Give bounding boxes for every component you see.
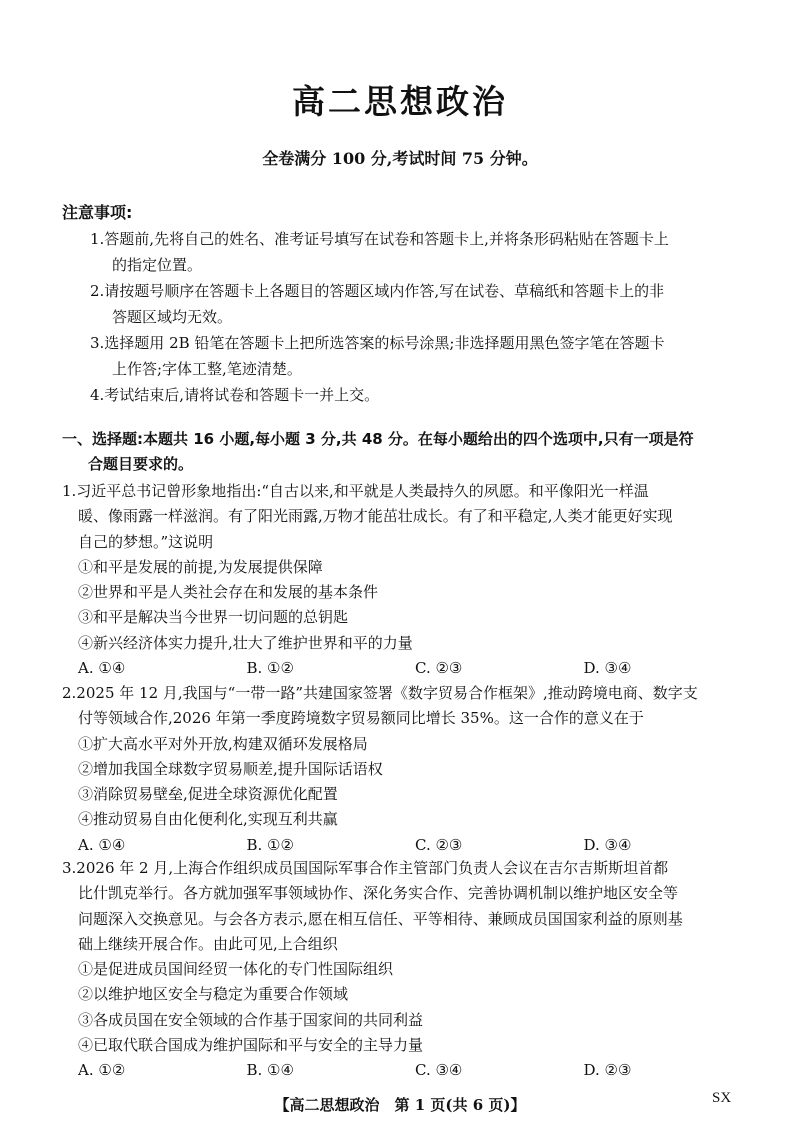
answer-choices bbox=[62, 656, 752, 681]
question-statement: ③和平是解决当今世界一切问题的总钥匙 bbox=[78, 608, 349, 627]
notice-line: 1.答题前,先将自己的姓名、准考证号填写在试卷和答题卡上,并将条形码粘贴在答题卡上 bbox=[90, 230, 669, 248]
question-statement: ④新兴经济体实力提升,壮大了维护世界和平的力量 bbox=[78, 633, 413, 652]
choice-a: A. ①④ bbox=[78, 659, 126, 678]
page-footer: 【高二思想政治 第 1 页(共 6 页)】 bbox=[274, 1096, 526, 1114]
question-statement: ③消除贸易壁垒,促进全球资源优化配置 bbox=[78, 785, 338, 804]
notice-item bbox=[90, 382, 740, 408]
question-stem-line: 暖、像雨露一样滋润。有了阳光雨露,万物才能茁壮成长。有了和平稳定,人类才能更好实现 bbox=[78, 507, 673, 526]
notice-item bbox=[90, 226, 740, 278]
exam-info: 全卷满分 100 分,考试时间 75 分钟。 bbox=[262, 149, 538, 168]
choice-d: D. ②③ bbox=[583, 1061, 632, 1080]
notice-line: 上作答;字体工整,笔迹清楚。 bbox=[112, 360, 302, 378]
choice-d: D. ③④ bbox=[583, 835, 632, 854]
question-statement: ④推动贸易自由化便利化,实现互利共赢 bbox=[78, 810, 338, 829]
choice-c: C. ②③ bbox=[415, 835, 463, 854]
section-heading-line: 一、选择题:本题共 16 小题,每小题 3 分,共 48 分。在每小题给出的四个选项中,只有一项是符 bbox=[62, 430, 694, 448]
question-stem-line: 比什凯克举行。各方就加强军事领域协作、深化务实合作、完善协调机制以维护地区安全等 bbox=[78, 884, 679, 903]
question-1 bbox=[62, 479, 752, 681]
choice-a: A. ①② bbox=[78, 1061, 126, 1080]
question-statement: ①扩大高水平对外开放,构建双循环发展格局 bbox=[78, 734, 368, 753]
question-stem-line: 2.2025 年 12 月,我国与“一带一路”共建国家签署《数字贸易合作框架》,推动跨境电商、数字支 bbox=[62, 684, 698, 702]
choice-b: B. ①④ bbox=[246, 1061, 294, 1080]
answer-choices bbox=[62, 1058, 752, 1083]
notice-line: 3.选择题用 2B 铅笔在答题卡上把所选答案的标号涂黑;非选择题用黑色签字笔在答题卡 bbox=[90, 334, 665, 352]
choice-c: C. ③④ bbox=[415, 1061, 463, 1080]
question-stem-line: 础上继续开展合作。由此可见,上合组织 bbox=[78, 934, 338, 953]
question-stem-line: 付等领域合作,2026 年第一季度跨境数字贸易额同比增长 35%。这一合作的意义在于 bbox=[78, 709, 644, 728]
section-heading-line: 合题目要求的。 bbox=[88, 455, 194, 473]
question-statement: ②增加我国全球数字贸易顺差,提升国际话语权 bbox=[78, 759, 383, 778]
notice-list bbox=[90, 226, 740, 408]
choice-a: A. ①④ bbox=[78, 835, 126, 854]
page-title: 高二思想政治 bbox=[292, 82, 508, 121]
notice-item bbox=[90, 278, 740, 330]
question-stem-line: 3.2026 年 2 月,上海合作组织成员国国际军事合作主管部门负责人会议在吉尔吉斯斯坦首都 bbox=[62, 859, 669, 877]
notice-heading: 注意事项: bbox=[62, 203, 133, 222]
question-statement: ②以维护地区安全与稳定为重要合作领域 bbox=[78, 985, 349, 1004]
question-3 bbox=[62, 856, 752, 1083]
question-stem-line: 问题深入交换意见。与会各方表示,愿在相互信任、平等相待、兼顾成员国国家利益的原则基 bbox=[78, 909, 683, 928]
notice-line: 2.请按题号顺序在答题卡上各题目的答题区域内作答,写在试卷、草稿纸和答题卡上的非 bbox=[90, 282, 665, 300]
question-stem-line: 1.习近平总书记曾形象地指出:“自古以来,和平就是人类最持久的夙愿。和平像阳光一样温 bbox=[62, 482, 649, 500]
notice-line: 答题区域均无效。 bbox=[112, 308, 233, 326]
question-statement: ③各成员国在安全领域的合作基于国家间的共同利益 bbox=[78, 1010, 424, 1029]
corner-mark: SX bbox=[712, 1090, 732, 1106]
notice-item bbox=[90, 330, 740, 382]
question-2 bbox=[62, 681, 752, 858]
choice-b: B. ①② bbox=[246, 835, 294, 854]
notice-line: 的指定位置。 bbox=[112, 256, 203, 274]
choice-b: B. ①② bbox=[246, 659, 294, 678]
question-stem-line: 自己的梦想。”这说明 bbox=[78, 532, 214, 551]
question-statement: ①是促进成员国间经贸一体化的专门性国际组织 bbox=[78, 960, 394, 979]
question-statement: ①和平是发展的前提,为发展提供保障 bbox=[78, 557, 323, 576]
choice-c: C. ②③ bbox=[415, 659, 463, 678]
notice-line: 4.考试结束后,请将试卷和答题卡一并上交。 bbox=[90, 386, 380, 404]
question-statement: ④已取代联合国成为维护国际和平与安全的主导力量 bbox=[78, 1036, 424, 1055]
answer-choices bbox=[62, 833, 752, 858]
question-statement: ②世界和平是人类社会存在和发展的基本条件 bbox=[78, 583, 379, 602]
choice-d: D. ③④ bbox=[583, 659, 632, 678]
section-heading bbox=[62, 427, 752, 477]
